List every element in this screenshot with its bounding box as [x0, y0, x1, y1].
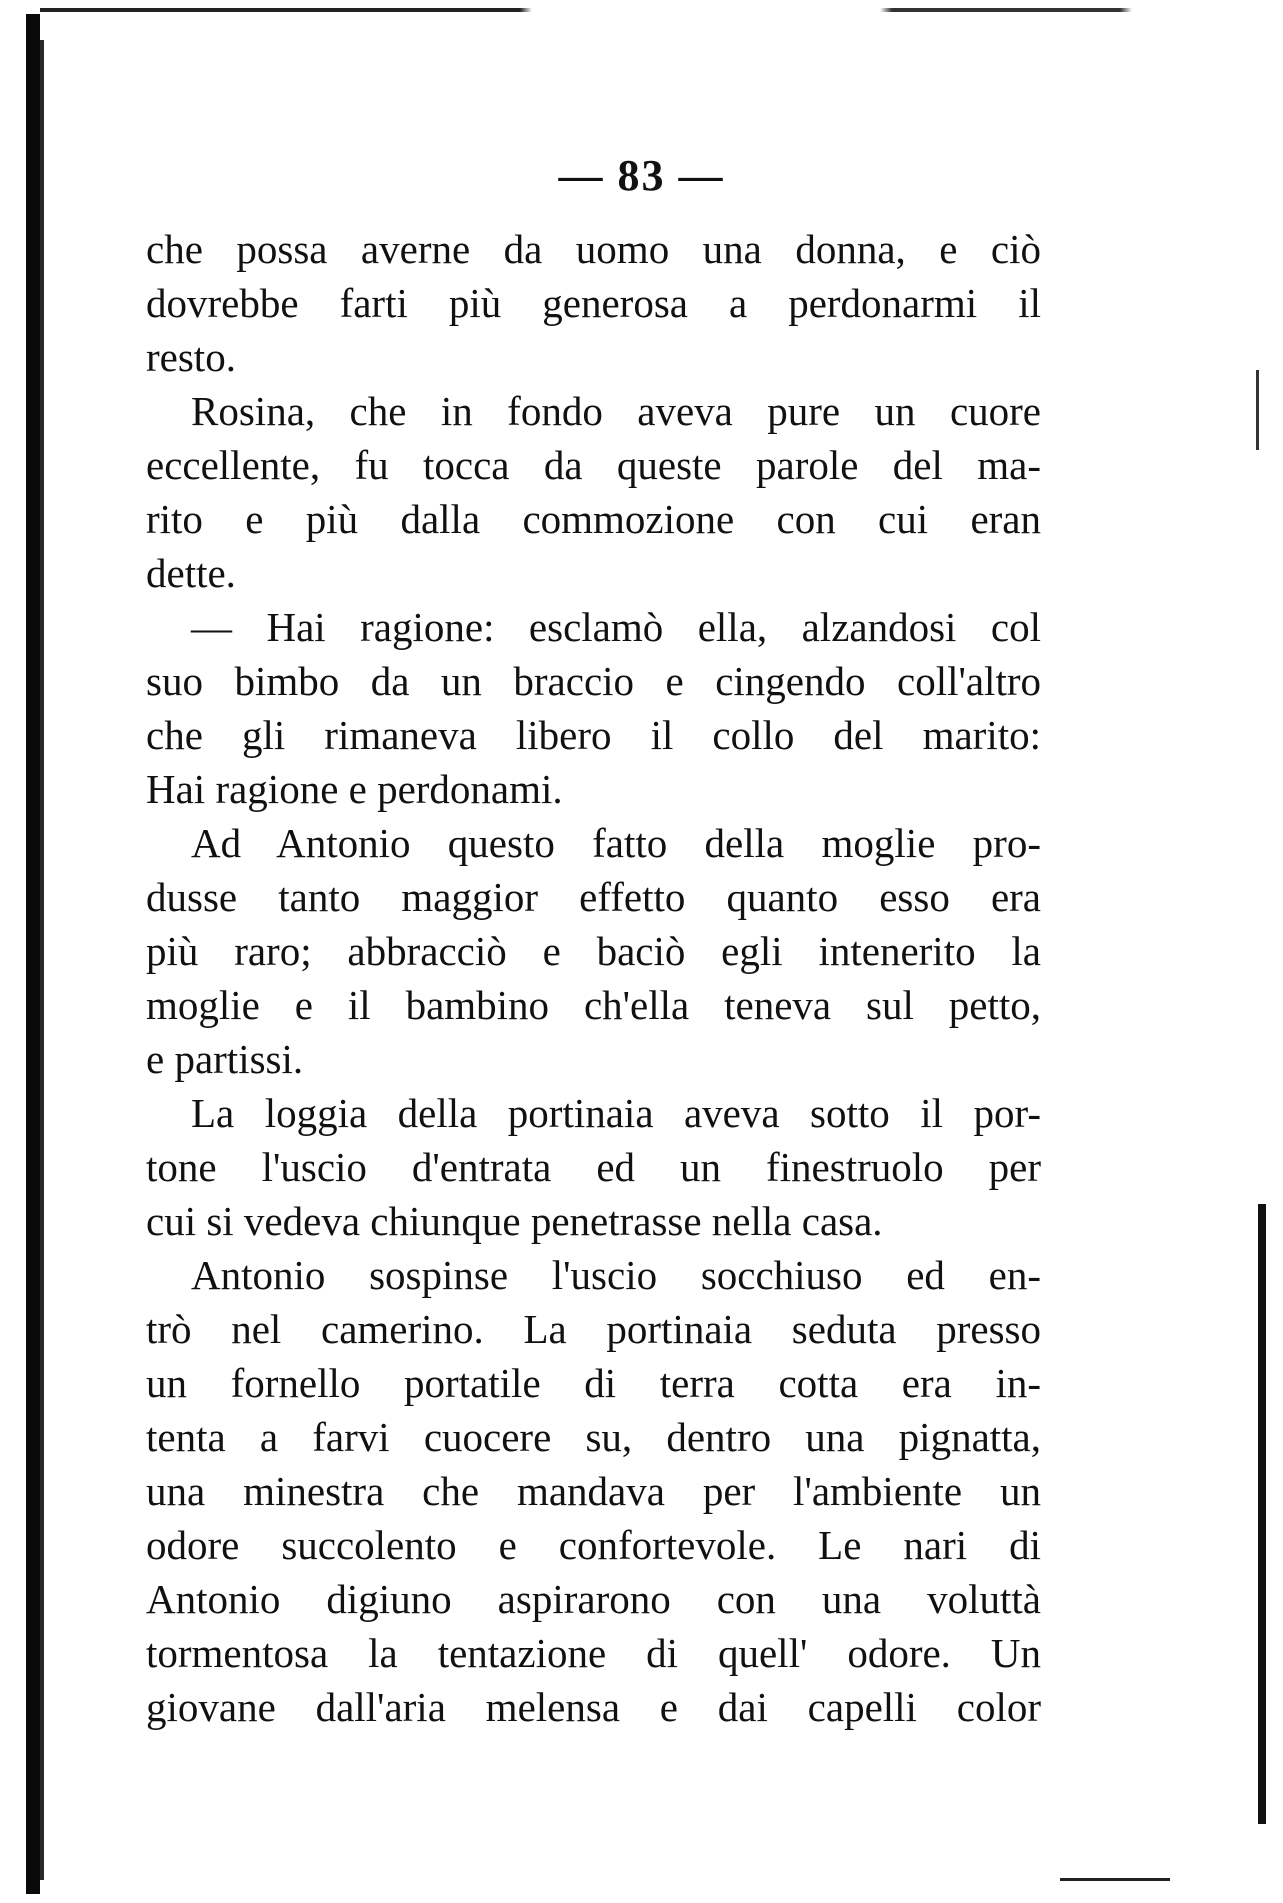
book-gutter-line: [40, 40, 44, 1880]
text-line: Rosina, che in fondo aveva pure un cuore: [191, 388, 1041, 434]
text-line: dusse tanto maggior effetto quanto esso era: [146, 874, 1041, 920]
text-line: Ad Antonio questo fatto della moglie pro-: [191, 820, 1041, 866]
text-line: tone l'uscio d'entrata ed un finestruolo per: [146, 1144, 1041, 1190]
bottom-edge-mark: [1060, 1878, 1170, 1881]
text-line: dovrebbe farti più generosa a perdonarmi il: [146, 280, 1041, 326]
text-line: una minestra che mandava per l'ambiente un: [146, 1468, 1041, 1514]
text-line: e partissi.: [146, 1036, 304, 1082]
text-line: moglie e il bambino ch'ella teneva sul petto,: [146, 982, 1041, 1028]
text-line: Antonio digiuno aspirarono con una voluttà: [146, 1576, 1041, 1622]
text-line: suo bimbo da un braccio e cingendo coll'altro: [146, 658, 1041, 704]
page-number: — 83 —: [558, 151, 725, 200]
text-line: rito e più dalla commozione con cui eran: [146, 496, 1041, 542]
text-line: Hai ragione e perdonami.: [146, 766, 563, 812]
book-spine-shadow: [26, 14, 40, 1894]
text-line: — Hai ragione: esclamò ella, alzandosi col: [191, 604, 1041, 650]
text-line: giovane dall'aria melensa e dai capelli color: [146, 1684, 1041, 1730]
text-line: eccellente, fu tocca da queste parole del ma-: [146, 442, 1041, 488]
body-text: [146, 222, 1041, 1734]
text-line: odore succolento e confortevole. Le nari di: [146, 1522, 1041, 1568]
text-line: dette.: [146, 550, 236, 596]
text-line: che possa averne da uomo una donna, e ciò: [146, 226, 1041, 272]
text-line: che gli rimaneva libero il collo del marito:: [146, 712, 1041, 758]
text-line: un fornello portatile di terra cotta era in-: [146, 1360, 1041, 1406]
text-line: trò nel camerino. La portinaia seduta presso: [146, 1306, 1041, 1352]
page-edge-shadow: [1258, 1204, 1266, 1824]
text-line: Antonio sospinse l'uscio socchiuso ed en-: [191, 1252, 1041, 1298]
page-top-edge: [40, 8, 1240, 12]
text-line: tormentosa la tentazione di quell' odore. Un: [146, 1630, 1041, 1676]
text-line: più raro; abbracciò e baciò egli intenerito la: [146, 928, 1041, 974]
text-line: La loggia della portinaia aveva sotto il por-: [191, 1090, 1041, 1136]
text-line: resto.: [146, 334, 236, 380]
margin-mark: [1256, 370, 1259, 450]
text-line: tenta a farvi cuocere su, dentro una pignatta,: [146, 1414, 1041, 1460]
text-line: cui si vedeva chiunque penetrasse nella casa.: [146, 1198, 883, 1244]
